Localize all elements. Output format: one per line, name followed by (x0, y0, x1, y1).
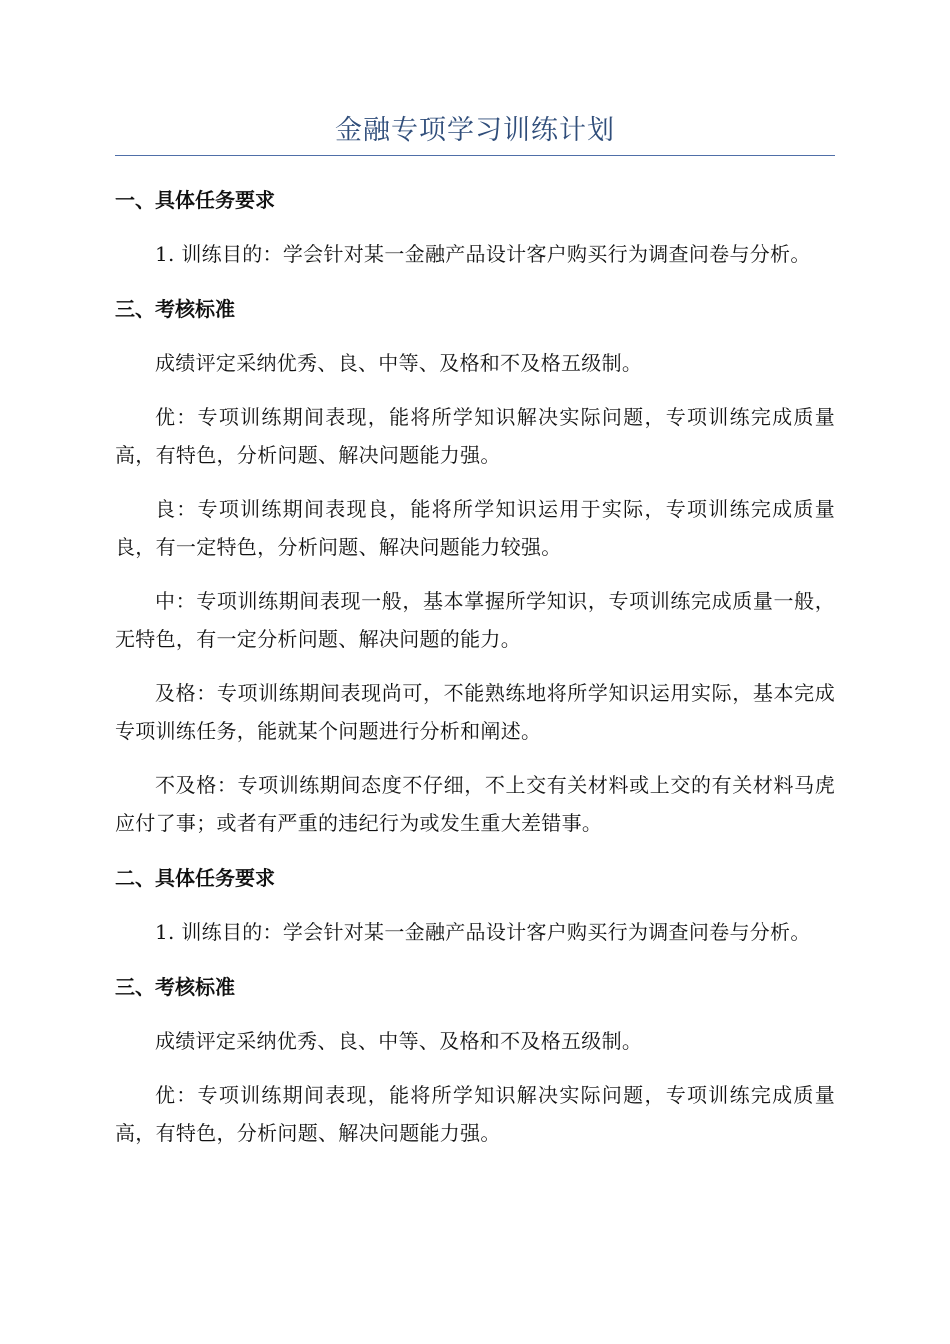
body-paragraph: 及格：专项训练期间表现尚可，不能熟练地将所学知识运用实际，基本完成专项训练任务，能就某个问题进行分析和阐述。 (115, 681, 835, 743)
body-paragraph: 优：专项训练期间表现，能将所学知识解决实际问题，专项训练完成质量高，有特色，分析问题、解决问题能力强。 (115, 1083, 835, 1145)
body-paragraph: 成绩评定采纳优秀、良、中等、及格和不及格五级制。 (155, 1029, 643, 1053)
section-heading: 三、考核标准 (115, 975, 235, 999)
section-heading: 三、考核标准 (115, 297, 235, 321)
body-paragraph: 优：专项训练期间表现，能将所学知识解决实际问题，专项训练完成质量高，有特色，分析问题、解决问题能力强。 (115, 405, 835, 467)
document-body (115, 180, 835, 1152)
body-paragraph: 良：专项训练期间表现良，能将所学知识运用于实际，专项训练完成质量良，有一定特色，分析问题、解决问题能力较强。 (115, 497, 835, 559)
section-heading: 一、具体任务要求 (115, 188, 275, 212)
title-underline (115, 155, 835, 156)
body-paragraph: 1. 训练目的：学会针对某一金融产品设计客户购买行为调查问卷与分析。 (155, 242, 811, 266)
body-paragraph: 成绩评定采纳优秀、良、中等、及格和不及格五级制。 (155, 351, 643, 375)
document-title: 金融专项学习训练计划 (335, 115, 615, 146)
body-paragraph: 1. 训练目的：学会针对某一金融产品设计客户购买行为调查问卷与分析。 (155, 920, 811, 944)
body-paragraph: 中：专项训练期间表现一般，基本掌握所学知识，专项训练完成质量一般，无特色，有一定分析问题、解决问题的能力。 (115, 589, 835, 651)
body-paragraph: 不及格：专项训练期间态度不仔细，不上交有关材料或上交的有关材料马虎应付了事；或者有严重的违纪行为或发生重大差错事。 (115, 773, 835, 835)
section-heading: 二、具体任务要求 (115, 866, 275, 890)
document-page (115, 0, 835, 1168)
